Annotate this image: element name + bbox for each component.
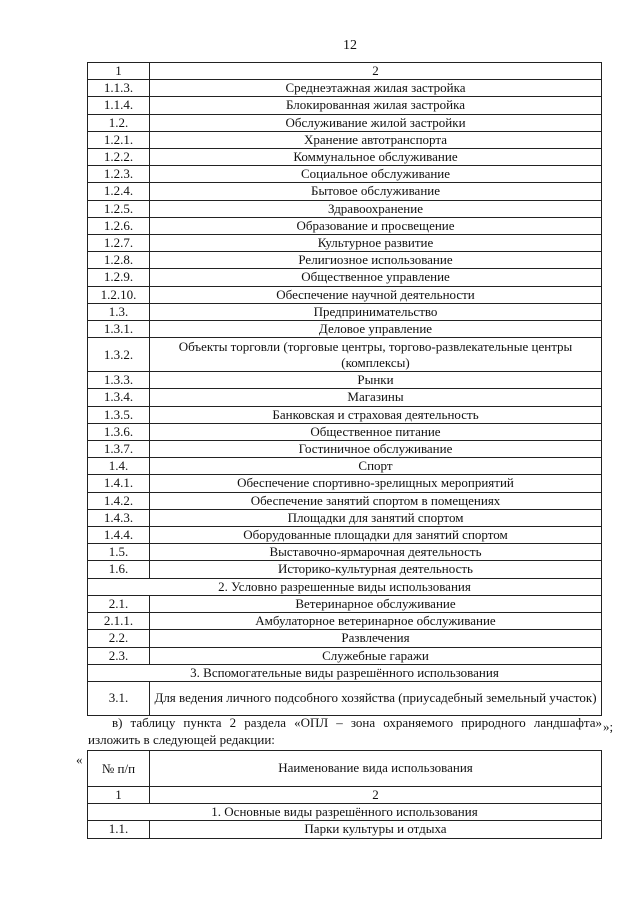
table-row — [88, 492, 602, 509]
row-name: Площадки для занятий спортом — [150, 509, 602, 526]
row-code: 1.3.7. — [88, 441, 150, 458]
row-name: Оборудованные площадки для занятий спортом — [150, 527, 602, 544]
table-row — [88, 561, 602, 578]
row-name: Социальное обслуживание — [150, 166, 602, 183]
header-cell-name: Наименование вида использования — [150, 751, 602, 787]
row-name: Для ведения личного подсобного хозяйства (приусадебный земельный участок) — [150, 681, 602, 715]
row-name: Объекты торговли (торговые центры, торгово-развлекательные центры (комплексы) — [150, 338, 602, 372]
table-row — [88, 821, 602, 838]
row-code: 1.1. — [88, 821, 150, 838]
table-header-row — [88, 63, 602, 80]
row-name: Историко-культурная деятельность — [150, 561, 602, 578]
row-code: 1.2.4. — [88, 183, 150, 200]
row-name: Общественное питание — [150, 423, 602, 440]
row-name: Обслуживание жилой застройки — [150, 114, 602, 131]
row-name: Банковская и страховая деятельность — [150, 406, 602, 423]
table-row — [88, 200, 602, 217]
table-row — [88, 509, 602, 526]
header-cell-code: 1 — [88, 63, 150, 80]
table-row — [88, 544, 602, 561]
row-name: Деловое управление — [150, 321, 602, 338]
opl-land-use-table — [87, 750, 602, 839]
table-row — [88, 303, 602, 320]
row-name: Парки культуры и отдыха — [150, 821, 602, 838]
row-code: 1.2.10. — [88, 286, 150, 303]
row-name: Здравоохранение — [150, 200, 602, 217]
table-row — [88, 321, 602, 338]
table-row — [88, 131, 602, 148]
row-name: Образование и просвещение — [150, 217, 602, 234]
table-row — [88, 286, 602, 303]
section-title-row — [88, 804, 602, 821]
table-row — [88, 97, 602, 114]
row-name: Культурное развитие — [150, 235, 602, 252]
closing-quote-suffix: »; — [603, 719, 614, 734]
opening-quote: « — [76, 752, 83, 767]
table-row — [88, 441, 602, 458]
row-code: 1.2.6. — [88, 217, 150, 234]
table-row — [88, 183, 602, 200]
row-code: 1.3.4. — [88, 389, 150, 406]
table-row — [88, 217, 602, 234]
row-code: 1.4.1. — [88, 475, 150, 492]
row-code: 1.3. — [88, 303, 150, 320]
table-row — [88, 235, 602, 252]
table-row — [88, 252, 602, 269]
row-code: 1.2.8. — [88, 252, 150, 269]
table-row — [88, 149, 602, 166]
row-code: 1.3.5. — [88, 406, 150, 423]
row-name: Предпринимательство — [150, 303, 602, 320]
table-row — [88, 406, 602, 423]
row-name: Магазины — [150, 389, 602, 406]
row-code: 1.2.2. — [88, 149, 150, 166]
row-code: 1.4.3. — [88, 509, 150, 526]
header-cell-number: № п/п — [88, 751, 150, 787]
row-code: 1.5. — [88, 544, 150, 561]
table-row — [88, 681, 602, 715]
table-row — [88, 423, 602, 440]
table-header-row — [88, 751, 602, 787]
row-code: 1.2.3. — [88, 166, 150, 183]
row-code: 1.3.3. — [88, 372, 150, 389]
section-title-row — [88, 578, 602, 595]
row-code: 2.1. — [88, 595, 150, 612]
row-code: 2.3. — [88, 647, 150, 664]
table-row — [88, 166, 602, 183]
header-cell-name: 2 — [150, 63, 602, 80]
column-number-2: 2 — [150, 787, 602, 804]
table-row — [88, 389, 602, 406]
table-row — [88, 647, 602, 664]
row-code: 1.2.9. — [88, 269, 150, 286]
amendment-paragraph: в) таблицу пункта 2 раздела «ОПЛ – зона охраняемого природного ландшафта» изложить в следующей редакции: — [88, 715, 602, 747]
section-title-main: 1. Основные виды разрешённого использования — [88, 804, 602, 821]
row-code: 1.2.7. — [88, 235, 150, 252]
section-title-conditional: 2. Условно разрешенные виды использования — [88, 578, 602, 595]
land-use-table — [87, 62, 602, 716]
table-row — [88, 613, 602, 630]
row-name: Служебные гаражи — [150, 647, 602, 664]
row-name: Среднеэтажная жилая застройка — [150, 80, 602, 97]
row-code: 2.1.1. — [88, 613, 150, 630]
table-row — [88, 630, 602, 647]
row-code: 1.6. — [88, 561, 150, 578]
row-code: 1.1.3. — [88, 80, 150, 97]
row-name: Амбулаторное ветеринарное обслуживание — [150, 613, 602, 630]
row-code: 1.4.2. — [88, 492, 150, 509]
row-name: Гостиничное обслуживание — [150, 441, 602, 458]
row-name: Блокированная жилая застройка — [150, 97, 602, 114]
column-numbers-row — [88, 787, 602, 804]
row-name: Выставочно-ярмарочная деятельность — [150, 544, 602, 561]
row-code: 3.1. — [88, 681, 150, 715]
row-name: Коммунальное обслуживание — [150, 149, 602, 166]
table-row — [88, 458, 602, 475]
section-title-row — [88, 664, 602, 681]
row-code: 1.1.4. — [88, 97, 150, 114]
row-name: Рынки — [150, 372, 602, 389]
row-code: 1.4.4. — [88, 527, 150, 544]
row-name: Религиозное использование — [150, 252, 602, 269]
row-code: 1.2.1. — [88, 131, 150, 148]
table-row — [88, 527, 602, 544]
table-row — [88, 80, 602, 97]
row-code: 1.3.2. — [88, 338, 150, 372]
row-code: 1.3.6. — [88, 423, 150, 440]
row-name: Ветеринарное обслуживание — [150, 595, 602, 612]
table-row — [88, 114, 602, 131]
page-number: 12 — [343, 38, 357, 53]
row-code: 2.2. — [88, 630, 150, 647]
row-name: Общественное управление — [150, 269, 602, 286]
table-row — [88, 269, 602, 286]
table-row — [88, 338, 602, 372]
row-code: 1.3.1. — [88, 321, 150, 338]
column-number-1: 1 — [88, 787, 150, 804]
table-row — [88, 475, 602, 492]
row-code: 1.2.5. — [88, 200, 150, 217]
row-name: Развлечения — [150, 630, 602, 647]
table-row — [88, 372, 602, 389]
row-name: Обеспечение спортивно-зрелищных мероприятий — [150, 475, 602, 492]
row-code: 1.4. — [88, 458, 150, 475]
row-name: Обеспечение занятий спортом в помещениях — [150, 492, 602, 509]
row-name: Спорт — [150, 458, 602, 475]
table-row — [88, 595, 602, 612]
section-title-auxiliary: 3. Вспомогательные виды разрешённого использования — [88, 664, 602, 681]
row-code: 1.2. — [88, 114, 150, 131]
row-name: Бытовое обслуживание — [150, 183, 602, 200]
row-name: Обеспечение научной деятельности — [150, 286, 602, 303]
row-name: Хранение автотранспорта — [150, 131, 602, 148]
